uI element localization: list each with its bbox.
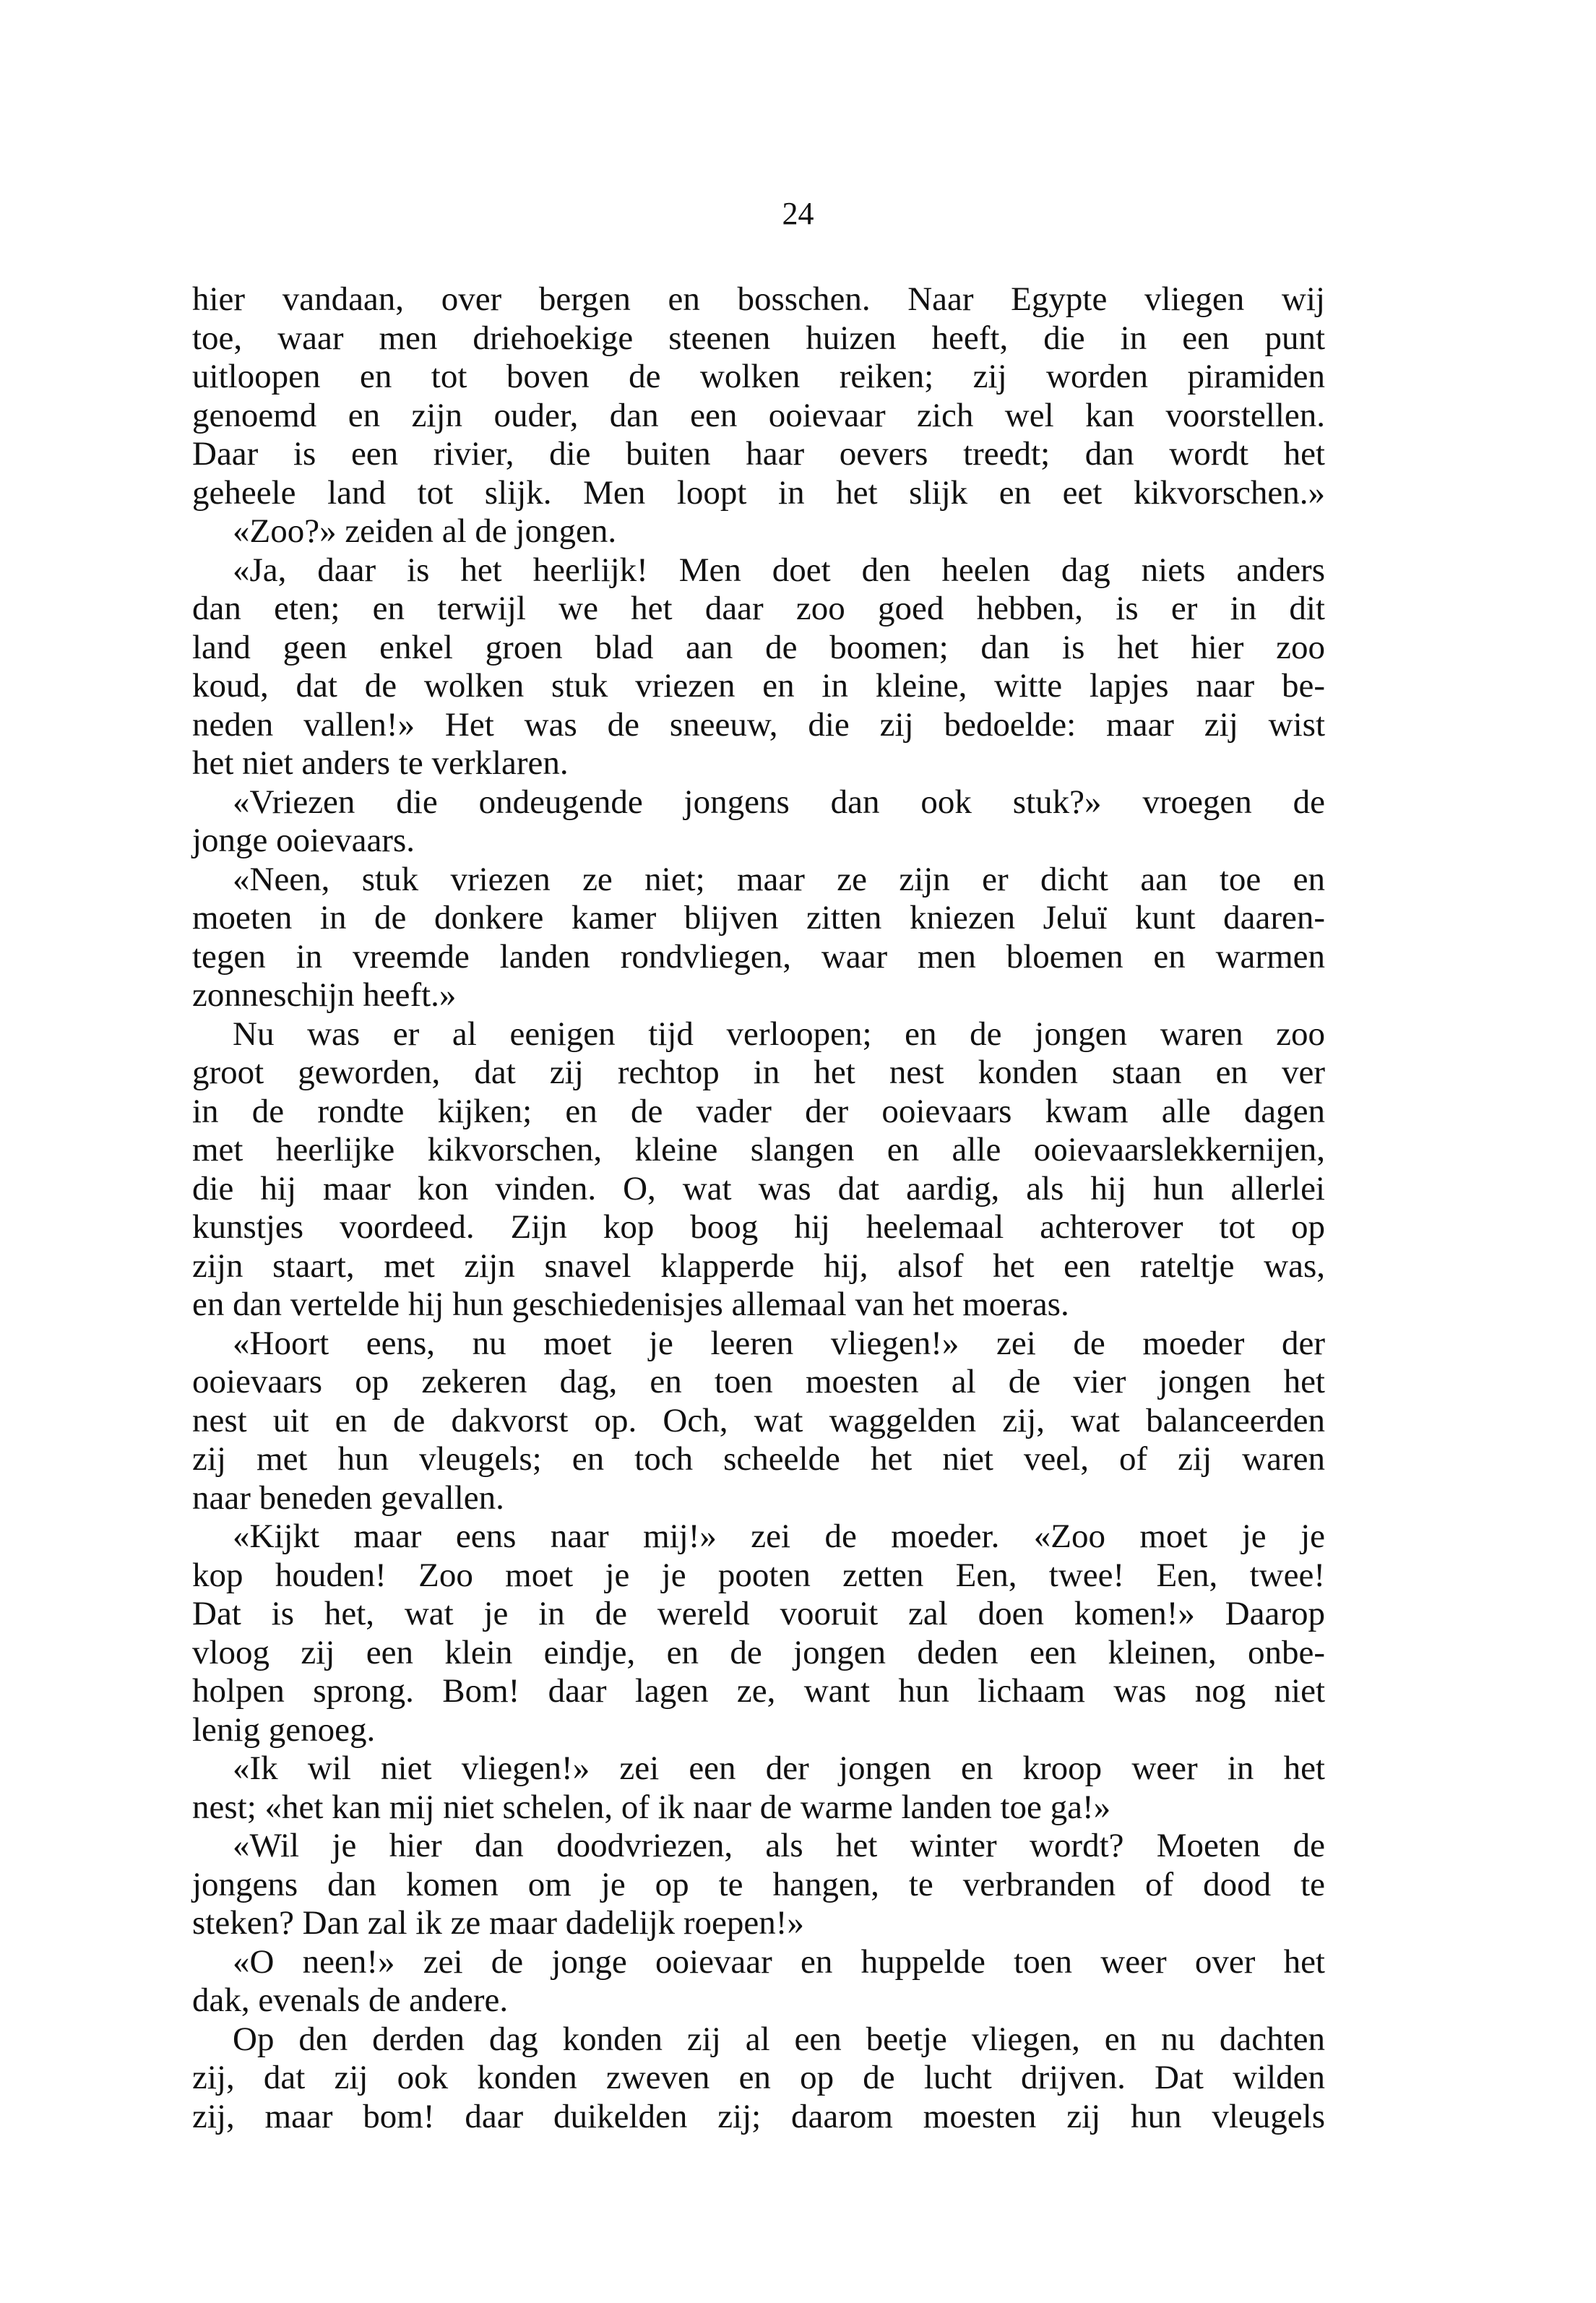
text-line: ooievaars op zekeren dag, en toen moesten al de vier jongen het [192, 1363, 1325, 1400]
text-line: «Hoort eens, nu moet je leeren vliegen!» zei de moeder der [233, 1324, 1325, 1362]
text-line: «Ja, daar is het heerlijk! Men doet den heelen dag niets anders [233, 551, 1325, 589]
text-line: kunstjes voordeed. Zijn kop boog hij heelemaal achterover tot op [192, 1208, 1325, 1246]
text-line: jonge ooievaars. [192, 822, 415, 859]
text-line: Daar is een rivier, die buiten haar oevers treedt; dan wordt het [192, 435, 1325, 473]
text-line: land geen enkel groen blad aan de boomen; dan is het hier zoo [192, 628, 1325, 666]
text-line: met heerlijke kikvorschen, kleine slangen en alle ooievaarslekkernijen, [192, 1131, 1325, 1168]
text-line: hier vandaan, over bergen en bosschen. Naar Egypte vliegen wij [192, 280, 1325, 318]
text-line: zonneschijn heeft.» [192, 976, 457, 1014]
text-line: «Ik wil niet vliegen!» zei een der jongen en kroop weer in het [233, 1749, 1325, 1787]
text-line: nest uit en de dakvorst op. Och, wat waggelden zij, wat balanceerden [192, 1401, 1325, 1439]
text-line: in de rondte kijken; en de vader der ooievaars kwam alle dagen [192, 1092, 1325, 1130]
text-line: «Zoo?» zeiden al de jongen. [233, 512, 617, 550]
text-line: holpen sprong. Bom! daar lagen ze, want hun lichaam was nog niet [192, 1672, 1325, 1710]
text-line: geheele land tot slijk. Men loopt in het slijk en eet kikvorschen.» [192, 473, 1325, 512]
text-line: toe, waar men driehoekige steenen huizen heeft, die in een punt [192, 319, 1325, 357]
text-line: en dan vertelde hij hun geschiedenisjes allemaal van het moeras. [192, 1286, 1069, 1323]
text-line: «Kijkt maar eens naar mij!» zei de moeder. «Zoo moet je je [233, 1518, 1325, 1555]
text-line: genoemd en zijn ouder, dan een ooievaar zich wel kan voorstellen. [192, 396, 1325, 434]
text-line: lenig genoeg. [192, 1710, 376, 1749]
page-number: 24 [782, 196, 814, 231]
body-text [192, 280, 1325, 2136]
text-line: Op den derden dag konden zij al een beetje vliegen, en nu dachten [233, 2020, 1325, 2058]
text-line: dan eten; en terwijl we het daar zoo goed hebben, is er in dit [192, 590, 1325, 627]
text-line: dak, evenals de andere. [192, 1981, 509, 2019]
text-line: jongens dan komen om je op te hangen, te verbranden of dood te [192, 1865, 1325, 1903]
text-line: moeten in de donkere kamer blijven zitten kniezen Jeluï kunt daaren- [192, 899, 1325, 937]
text-line: «Neen, stuk vriezen ze niet; maar ze zijn er dicht aan toe en [233, 860, 1325, 898]
text-line: het niet anders te verklaren. [192, 744, 569, 782]
text-line: kop houden! Zoo moet je je pooten zetten Een, twee! Een, twee! [192, 1556, 1325, 1594]
text-line: Dat is het, wat je in de wereld vooruit zal doen komen!» Daarop [192, 1595, 1325, 1632]
text-line: koud, dat de wolken stuk vriezen en in kleine, witte lapjes naar be- [192, 667, 1325, 705]
text-line: zijn staart, met zijn snavel klapperde hij, alsof het een rateltje was, [192, 1247, 1325, 1285]
text-line: zij met hun vleugels; en toch scheelde het niet veel, of zij waren [192, 1440, 1325, 1478]
text-line: «O neen!» zei de jonge ooievaar en huppelde toen weer over het [233, 1942, 1325, 1981]
text-line: tegen in vreemde landen rondvliegen, waar men bloemen en warmen [192, 937, 1325, 976]
text-line: neden vallen!» Het was de sneeuw, die zij bedoelde: maar zij wist [192, 705, 1325, 744]
text-line: steken? Dan zal ik ze maar dadelijk roepen!» [192, 1904, 804, 1942]
text-line: «Wil je hier dan doodvriezen, als het winter wordt? Moeten de [233, 1827, 1325, 1864]
text-line: uitloopen en tot boven de wolken reiken; zij worden piramiden [192, 358, 1325, 395]
text-line: zij, maar bom! daar duikelden zij; daarom moesten zij hun vleugels [192, 2097, 1325, 2135]
text-line: Nu was er al eenigen tijd verloopen; en de jongen waren zoo [233, 1015, 1325, 1053]
text-line: naar beneden gevallen. [192, 1478, 504, 1517]
text-line: nest; «het kan mij niet schelen, of ik naar de warme landen toe ga!» [192, 1788, 1111, 1826]
text-line: «Vriezen die ondeugende jongens dan ook stuk?» vroegen de [233, 783, 1325, 821]
text-line: die hij maar kon vinden. O, wat was dat aardig, als hij hun allerlei [192, 1169, 1325, 1208]
text-line: groot geworden, dat zij rechtop in het nest konden staan en ver [192, 1054, 1325, 1091]
text-line: zij, dat zij ook konden zweven en op de lucht drijven. Dat wilden [192, 2059, 1325, 2096]
text-line: vloog zij een klein eindje, en de jongen deden een kleinen, onbe- [192, 1633, 1325, 1671]
